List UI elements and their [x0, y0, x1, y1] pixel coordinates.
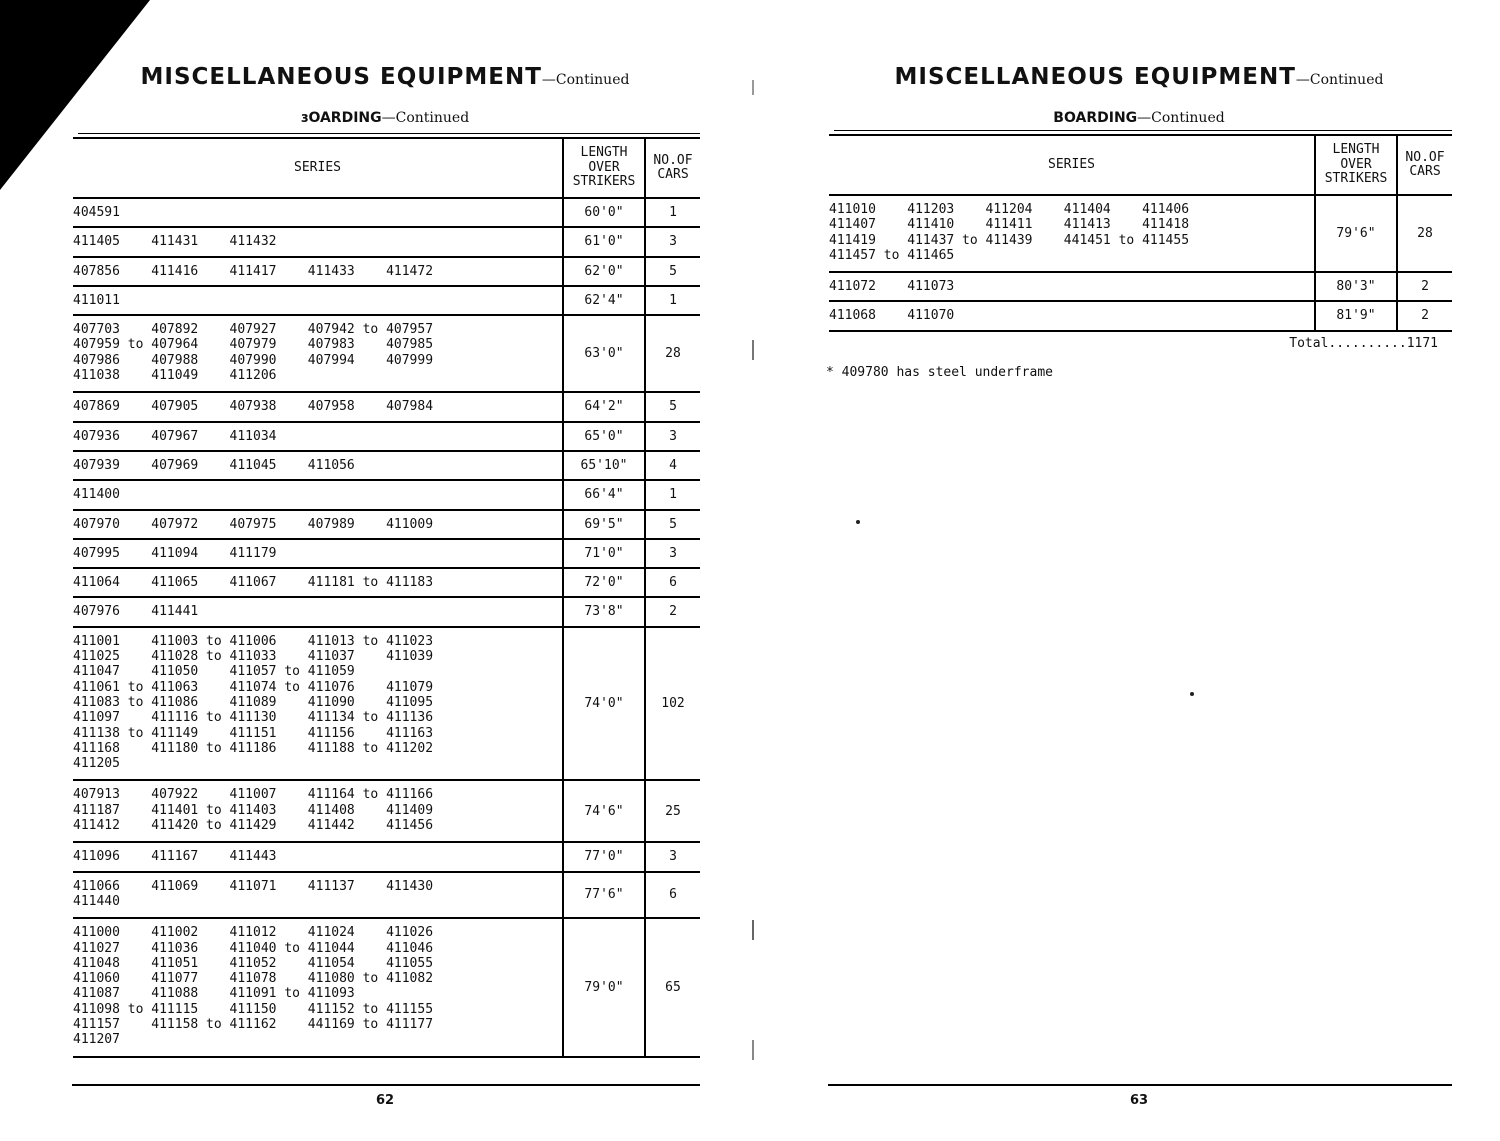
cars-cell: 3	[645, 227, 700, 256]
table-row	[73, 510, 700, 539]
series-line: 407959 to 407964 407979 407983 407985	[73, 337, 434, 353]
series-line: 407936 407967 411034	[73, 428, 277, 444]
cars-cell: 1	[645, 480, 700, 509]
table-row	[73, 422, 700, 451]
page-title: MISCELLANEOUS EQUIPMENT—Continued	[894, 64, 1384, 90]
series-line: 411061 to 411063 411074 to 411076 411079	[73, 679, 434, 695]
series-line: 411066 411069 411071 411137 411430	[73, 878, 434, 894]
cars-cell: 5	[645, 510, 700, 539]
series-header: SERIES	[73, 138, 563, 198]
series-cell	[73, 422, 563, 451]
footnote: * 409780 has steel underframe	[826, 365, 1053, 380]
series-cell	[73, 597, 563, 626]
footer-rule	[72, 1084, 700, 1086]
series-line: 411457 to 411465	[829, 247, 955, 263]
table-row	[73, 451, 700, 480]
length-cell: 65'0"	[563, 422, 645, 451]
cars-cell: 2	[1397, 272, 1452, 301]
series-line: 411047 411050 411057 to 411059	[73, 664, 355, 680]
cars-cell: 5	[645, 392, 700, 421]
table-row	[829, 301, 1452, 330]
series-cell	[73, 480, 563, 509]
series-line: 407939 407969 411045 411056	[73, 457, 355, 473]
series-line: 411072 411073	[829, 279, 955, 295]
series-line: 411440	[73, 893, 120, 909]
length-cell: 72'0"	[563, 568, 645, 597]
length-cell: 63'0"	[563, 315, 645, 392]
length-cell: 62'4"	[563, 286, 645, 315]
series-line: 407703 407892 407927 407942 to 407957	[73, 322, 434, 338]
series-line: 411048 411051 411052 411054 411055	[73, 955, 434, 971]
series-line: 411038 411049 411206	[73, 368, 277, 384]
cars-cell: 28	[645, 315, 700, 392]
series-line: 407976 411441	[73, 604, 199, 620]
length-cell: 64'2"	[563, 392, 645, 421]
series-cell	[73, 918, 563, 1056]
series-line: 411010 411203 411204 411404 411406	[829, 202, 1190, 217]
series-line: 407986 407988 407990 407994 407999	[73, 352, 434, 368]
series-table	[73, 137, 700, 1058]
length-cell: 60'0"	[563, 198, 645, 227]
series-line: 411068 411070	[829, 308, 955, 324]
series-cell	[829, 301, 1315, 330]
cars-cell: 102	[645, 627, 700, 781]
table-row	[73, 286, 700, 315]
cars-header: NO.OF CARS	[1397, 135, 1452, 195]
series-cell	[73, 451, 563, 480]
table-row	[73, 198, 700, 227]
length-cell: 62'0"	[563, 257, 645, 286]
length-cell: 66'4"	[563, 480, 645, 509]
total-label: Total..........	[1289, 336, 1407, 351]
series-line: 407995 411094 411179	[73, 545, 277, 561]
header-rule	[834, 130, 1452, 131]
series-cell	[73, 198, 563, 227]
series-cell	[73, 780, 563, 842]
cars-cell: 1	[645, 198, 700, 227]
length-header: LENGTH OVER STRIKERS	[563, 138, 645, 198]
series-line: 411405 411431 411432	[73, 234, 277, 250]
series-line: 411138 to 411149 411151 411156 411163	[73, 725, 434, 741]
series-line: 411407 411410 411411 411413 411418	[829, 217, 1190, 233]
series-line: 411001 411003 to 411006 411013 to 411023	[73, 633, 434, 649]
series-line: 411064 411065 411067 411181 to 411183	[73, 575, 434, 591]
table-row	[73, 257, 700, 286]
cars-cell: 65	[645, 918, 700, 1056]
series-line: 411025 411028 to 411033 411037 411039	[73, 649, 434, 665]
series-cell	[829, 272, 1315, 301]
page-title: MISCELLANEOUS EQUIPMENT—Continued	[140, 64, 630, 90]
cars-cell: 1	[645, 286, 700, 315]
length-cell: 79'0"	[563, 918, 645, 1056]
cars-cell: 25	[645, 780, 700, 842]
table-row	[73, 315, 700, 392]
left-page	[70, 0, 700, 1141]
series-cell	[73, 510, 563, 539]
table-row	[73, 780, 700, 842]
table-row	[73, 872, 700, 919]
series-line: 411098 to 411115 411150 411152 to 411155	[73, 1001, 434, 1017]
cars-cell: 2	[1397, 301, 1452, 330]
section-subtitle: ɜOARDING—Continued	[300, 110, 470, 126]
total-line	[1289, 336, 1438, 351]
series-header: SERIES	[829, 135, 1315, 195]
series-line: 411083 to 411086 411089 411090 411095	[73, 694, 434, 710]
series-cell	[73, 392, 563, 421]
page-number: 62	[375, 1093, 395, 1108]
scan-speck	[1190, 692, 1194, 696]
table-row	[829, 272, 1452, 301]
table-row	[73, 627, 700, 781]
cars-cell: 4	[645, 451, 700, 480]
series-line: 411207	[73, 1032, 120, 1048]
series-line: 404591	[73, 205, 120, 220]
section-subtitle: BOARDING—Continued	[1053, 110, 1225, 126]
series-line: 407970 407972 407975 407989 411009	[73, 516, 434, 532]
series-line: 407913 407922 411007 411164 to 411166	[73, 787, 434, 803]
series-line: 411168 411180 to 411186 411188 to 411202	[73, 740, 434, 756]
table-row	[73, 480, 700, 509]
series-cell	[829, 195, 1315, 272]
series-cell	[73, 842, 563, 871]
series-line: 411157 411158 to 411162 441169 to 411177	[73, 1016, 434, 1032]
series-line: 407869 407905 407938 407958 407984	[73, 399, 434, 415]
length-cell: 65'10"	[563, 451, 645, 480]
length-cell: 73'8"	[563, 597, 645, 626]
length-cell: 71'0"	[563, 539, 645, 568]
length-cell: 79'6"	[1315, 195, 1397, 272]
page-number: 63	[1129, 1093, 1149, 1108]
series-cell	[73, 872, 563, 919]
length-cell: 77'6"	[563, 872, 645, 919]
table-row	[73, 597, 700, 626]
cars-cell: 6	[645, 872, 700, 919]
table-row	[73, 842, 700, 871]
table-row	[829, 195, 1452, 272]
footer-rule	[828, 1084, 1452, 1086]
length-cell: 69'5"	[563, 510, 645, 539]
cars-cell: 28	[1397, 195, 1452, 272]
length-cell: 77'0"	[563, 842, 645, 871]
series-cell	[73, 627, 563, 781]
length-cell: 61'0"	[563, 227, 645, 256]
length-cell: 81'9"	[1315, 301, 1397, 330]
series-cell	[73, 315, 563, 392]
series-cell	[73, 227, 563, 256]
length-header: LENGTH OVER STRIKERS	[1315, 135, 1397, 195]
book-binding	[752, 0, 754, 1141]
series-line: 411400	[73, 487, 120, 503]
series-line: 411096 411167 411443	[73, 849, 277, 865]
table-row	[73, 392, 700, 421]
right-page	[826, 0, 1452, 1141]
table-row	[73, 918, 700, 1056]
series-line: 411000 411002 411012 411024 411026	[73, 925, 434, 941]
length-cell: 74'0"	[563, 627, 645, 781]
total-value: 1171	[1406, 336, 1438, 351]
series-cell	[73, 286, 563, 315]
length-cell: 74'6"	[563, 780, 645, 842]
series-line: 411060 411077 411078 411080 to 411082	[73, 971, 434, 987]
series-line: 411187 411401 to 411403 411408 411409	[73, 802, 434, 818]
cars-cell: 6	[645, 568, 700, 597]
header-rule	[78, 133, 700, 134]
cars-cell: 2	[645, 597, 700, 626]
scan-speck	[856, 520, 860, 524]
table-row	[73, 227, 700, 256]
series-cell	[73, 539, 563, 568]
series-line: 411011	[73, 292, 120, 308]
series-cell	[73, 257, 563, 286]
series-line: 411087 411088 411091 to 411093	[73, 986, 355, 1002]
cars-header: NO.OF CARS	[645, 138, 700, 198]
series-line: 411419 411437 to 411439 441451 to 411455	[829, 232, 1190, 248]
cars-cell: 3	[645, 539, 700, 568]
series-line: 407856 411416 411417 411433 411472	[73, 263, 434, 279]
cars-cell: 3	[645, 842, 700, 871]
series-line: 411027 411036 411040 to 411044 411046	[73, 940, 434, 956]
series-table	[829, 134, 1452, 332]
length-cell: 80'3"	[1315, 272, 1397, 301]
table-row	[73, 568, 700, 597]
series-line: 411097 411116 to 411130 411134 to 411136	[73, 710, 434, 726]
series-line: 411205	[73, 756, 120, 772]
series-cell	[73, 568, 563, 597]
table-row	[73, 539, 700, 568]
series-line: 411412 411420 to 411429 411442 411456	[73, 818, 434, 834]
cars-cell: 3	[645, 422, 700, 451]
cars-cell: 5	[645, 257, 700, 286]
